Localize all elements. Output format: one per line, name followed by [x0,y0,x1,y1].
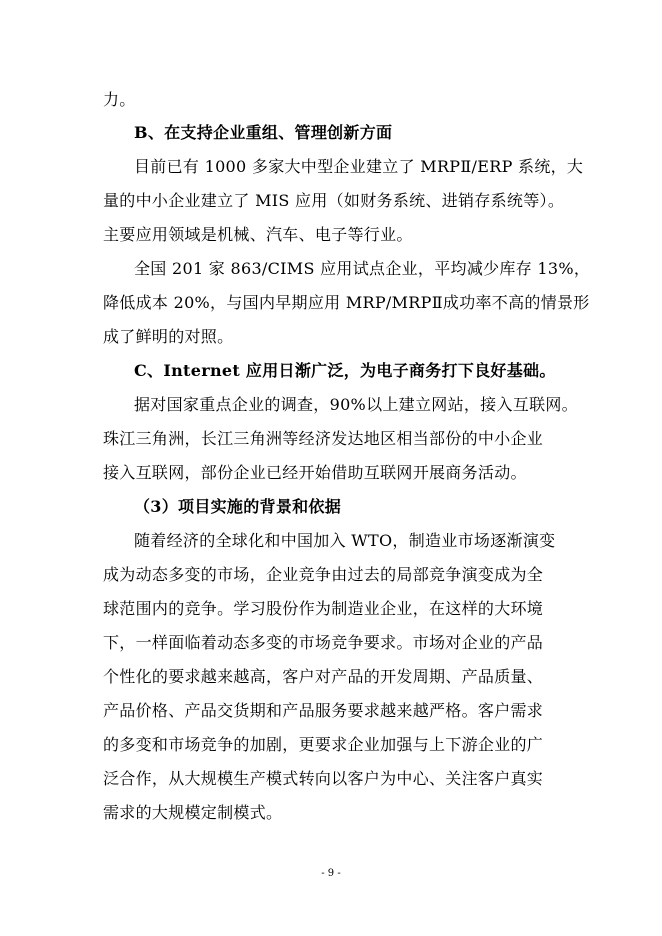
text-line-6: 全国 201 家 863/CIMS 应用试点企业，平均减少库存 13%， [134,259,591,278]
text-line-19: 产品价格、产品交货期和产品服务要求越来越严格。客户需求 [103,701,544,720]
section-heading-3: （3）项目实施的背景和依据 [134,497,342,516]
text-line-1: 力。 [103,90,136,109]
text-line-21: 泛合作，从大规模生产模式转向以客户为中心、关注客户真实 [103,769,544,788]
section-heading-c: C、Internet 应用日渐广泛，为电子商务打下良好基础。 [134,361,556,380]
text-line-22: 需求的大规模定制模式。 [103,803,283,822]
text-line-7: 降低成本 20%，与国内早期应用 MRP/MRPⅡ成功率不高的情景形 [103,293,590,312]
section-heading-b: B、在支持企业重组、管理创新方面 [134,123,393,142]
text-line-15: 成为动态多变的市场，企业竞争由过去的局部竞争演变成为全 [103,565,544,584]
text-line-17: 下，一样面临着动态多变的市场竞争要求。市场对企业的产品 [103,633,544,652]
text-line-18: 个性化的要求越来越高，客户对产品的开发周期、产品质量、 [103,667,544,686]
text-line-16: 球范围内的竞争。学习股份作为制造业企业，在这样的大环境 [103,599,544,618]
text-line-14: 随着经济的全球化和中国加入 WTO，制造业市场逐渐演变 [134,531,556,550]
text-line-8: 成了鲜明的对照。 [103,327,234,346]
text-line-3: 目前已有 1000 多家大中型企业建立了 MRPⅡ/ERP 系统，大 [134,157,584,176]
text-line-11: 珠江三角洲，长江三角洲等经济发达地区相当部份的中小企业 [103,429,544,448]
text-line-10: 据对国家重点企业的调查，90%以上建立网站，接入互联网。 [134,395,578,414]
text-line-20: 的多变和市场竞争的加剧，更要求企业加强与上下游企业的广 [103,735,544,754]
page-number: - 9 - [321,868,341,879]
text-line-4: 量的中小企业建立了 MIS 应用（如财务系统、进销存系统等）。 [103,191,565,210]
text-line-12: 接入互联网，部份企业已经开始借助互联网开展商务活动。 [103,463,527,482]
text-line-5: 主要应用领域是机械、汽车、电子等行业。 [103,225,413,244]
